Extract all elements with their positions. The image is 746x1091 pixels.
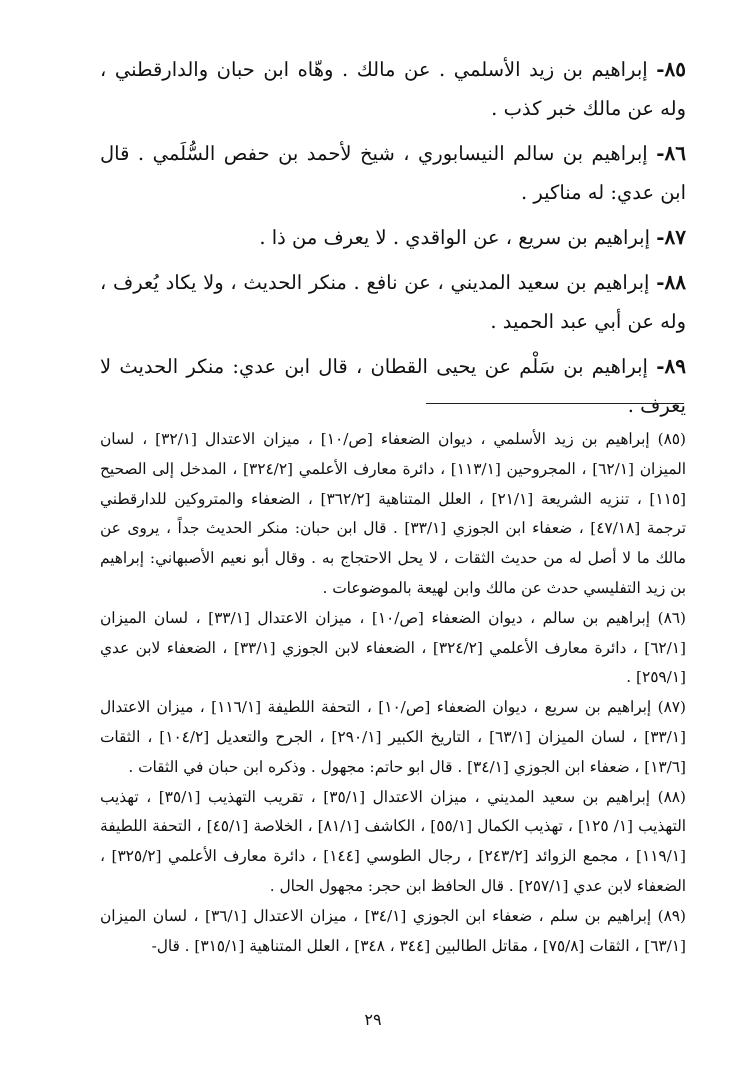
entry-text: إبراهيم بن زيد الأسلمي . عن مالك . وهّاه ابن حبان والدارقطني ، وله عن مالك خبر كذب . xyxy=(100,58,686,120)
entry-number: ٨٩- xyxy=(656,354,686,378)
entry-number: ٨٨- xyxy=(656,270,686,294)
footnote-text: إبراهيم بن سالم ، ديوان الضعفاء [ص/١٠] ، ميزان الاعتدال [٣٣/١] ، لسان الميزان [٦٢/١] ، دائرة معارف الأعلمي [٣٢٤/٢] ، الضعفاء لابن الجوزي [٣٣/١] ، الضعفاء لابن عدي [٢٥٩/١] . xyxy=(100,608,686,687)
footnote-number: (٨٥) xyxy=(657,430,686,448)
footnote-88 xyxy=(100,783,686,902)
main-entries xyxy=(100,50,686,431)
footnote-85 xyxy=(100,425,686,604)
footnote-text: إبراهيم بن زيد الأسلمي ، ديوان الضعفاء [ص/١٠] ، ميزان الاعتدال [٣٢/١] ، لسان الميزان [٦٢/١] ، المجروحين [١١٣/١] ، دائرة معارف الأعلمي [٣٢٤/٢] ، المدخل إلى الصحيح [١١٥] ، تنزيه الشريعة [٢١/١] ، العلل المتناهية [٣٦٢/٢] ، الضعفاء والمتروكين للدارقطني ترجمة [٤٧/١٨] ، ضعفاء ابن الجوزي [٣٣/١] . قال ابن حبان: منكر الحديث جداً ، يروى عن مالك ما لا أصل له من حديث الثقات ، لا يحل الاحتجاج به . وقال أبو نعيم الأصبهاني: إبراهيم بن زيد التفليسي حدث عن مالك وابن لهيعة بالموضوعات . xyxy=(100,430,687,597)
entry-86 xyxy=(100,134,686,212)
entry-number: ٨٥- xyxy=(656,57,686,81)
footnote-text: إبراهيم بن سعيد المديني ، ميزان الاعتدال [٣٥/١] ، تقريب التهذيب [٣٥/١] ، تهذيب التهذيب [١/ ١٢٥] ، تهذيب الكمال [٥٥/١] ، الكاشف [٨١/١] ، الخلاصة [٤٥/١] ، التحفة اللطيفة [١١٩/١] ، مجمع الزوائد [٢٤٣/٢] ، رجال الطوسي [١٤٤] ، دائرة معارف الأعلمي [٣٢٥/٢] ، الضعفاء لابن عدي [٢٥٧/١] . قال الحافظ ابن حجر: مجهول الحال . xyxy=(100,787,686,895)
entry-text: إبراهيم بن سالم النيسابوري ، شيخ لأحمد بن حفص السُّلَمي . قال ابن عدي: له مناكير . xyxy=(100,142,686,204)
entry-85 xyxy=(100,50,686,128)
page-number: ٢٩ xyxy=(364,1010,382,1029)
footnote-text: إبراهيم بن سلم ، ضعفاء ابن الجوزي [٣٤/١] ، ميزان الاعتدال [٣٦/١] ، لسان الميزان [٦٣/١] ، الثقات [٧٥/٨] ، مقاتل الطالبين [٣٤٤ ، ٣٤٨] ، العلل المتناهية [٣١٥/١] . قال- xyxy=(100,906,686,955)
footnote-89 xyxy=(100,902,686,962)
footnote-87 xyxy=(100,693,686,782)
footnote-number: (٨٨) xyxy=(657,787,686,806)
entry-87 xyxy=(100,218,686,257)
entry-text: إبراهيم بن سعيد المديني ، عن نافع . منكر الحديث ، ولا يكاد يُعرف ، وله عن أبي عبد الحميد . xyxy=(100,271,686,333)
footnote-number: (٨٩) xyxy=(657,906,686,925)
footnote-number: (٨٧) xyxy=(657,698,686,717)
entry-text: إبراهيم بن سَلْم عن يحيى القطان ، قال ابن عدي: منكر الحديث لا يعرف . xyxy=(100,355,686,417)
entry-number: ٨٦- xyxy=(656,141,687,165)
footnote-text: إبراهيم بن سريع ، ديوان الضعفاء [ص/١٠] ، التحفة اللطيفة [١١٦/١] ، ميزان الاعتدال [٣٣/١] ، لسان الميزان [٦٣/١] ، التاريخ الكبير [٢٩٠/١] ، الجرح والتعديل [١٠٤/٢] ، الثقات [١٣/٦] ، ضعفاء ابن الجوزي [٣٤/١] . قال ابو حاتم: مجهول . وذكره ابن حبان في الثقات . xyxy=(100,698,686,776)
footnote-number: (٨٦) xyxy=(657,608,686,627)
entry-text: إبراهيم بن سريع ، عن الواقدي . لا يعرف من ذا . xyxy=(259,226,650,249)
footnote-separator xyxy=(426,403,684,404)
entry-88 xyxy=(100,263,686,341)
footnote-86 xyxy=(100,604,686,693)
footnotes xyxy=(100,425,686,961)
entry-89 xyxy=(100,347,686,425)
entry-number: ٨٧- xyxy=(656,225,686,249)
